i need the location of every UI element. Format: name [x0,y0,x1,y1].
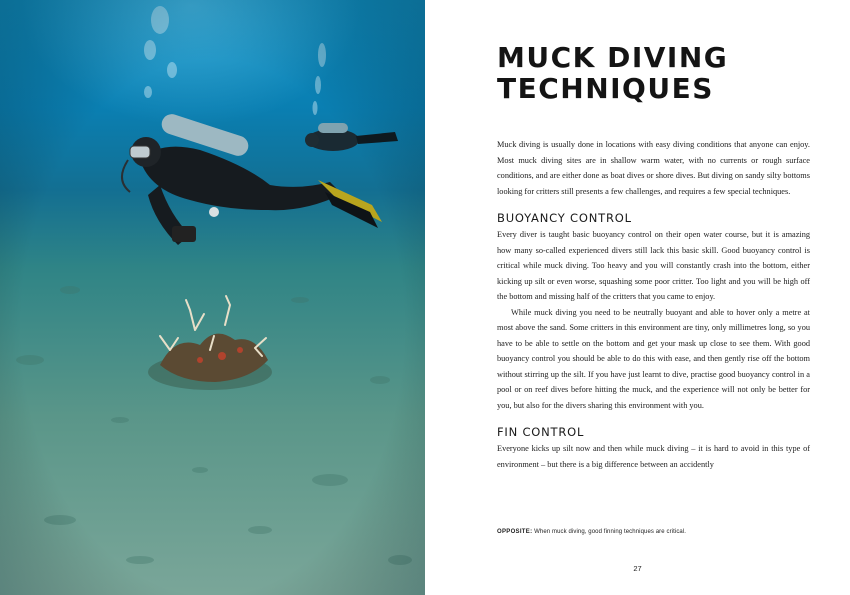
caption-label: OPPOSITE: [497,529,533,535]
title-line-1: MUCK DIVING [497,41,729,74]
caption-text: When muck diving, good finning techniques are critical. [532,529,687,535]
section-heading-buoyancy: BUOYANCY CONTROL [497,211,632,225]
page-number: 27 [633,564,642,573]
buoyancy-paragraph-1: Every diver is taught basic buoyancy control on their open water course, but it is amazing how many so-called experienced divers still lack this basic skill. Good buoyancy control is critical while muck diving. Too heavy and you will constantly crash into the bottom, either kicking up silt or even worse, squashing some poor critter. Too light and you will be high off the bottom and missing half of the critters that you came to enjoy. [497,230,810,301]
page-title [497,42,728,104]
body-text [497,137,810,472]
section-heading-fin-control: FIN CONTROL [497,425,585,439]
photo-caption [497,529,810,535]
title-line-2: TECHNIQUES [497,72,714,105]
buoyancy-paragraph-2: While muck diving you need to be neutrally buoyant and able to hover only a metre at most above the sand. Some critters in this environment are tiny, only millimetres long, so you have to be able to settle on the bottom and get your mask up close to see them. With good buoyancy control you should be able to do this with ease, and then gently rise off the bottom without stirring up the silt. If you have just learnt to dive, practise good buoyancy control in a pool or on reef dives before hitting the muck, and the experience will not only be better for you, but also for the divers sharing this environment with you. [497,307,810,410]
text-page [425,0,850,595]
fin-control-paragraph: Everyone kicks up silt now and then while muck diving – it is hard to avoid in this type of environment – but there is a big difference between an accidently [497,444,810,469]
intro-paragraph: Muck diving is usually done in locations with easy diving conditions that anyone can enjoy. Most muck diving sites are in shallow warm water, with no currents or rough surface conditions, and are either done as boat dives or shore dives. But diving on sandy silty bottoms looking for critters still presents a few challenges, and requires a few special techniques. [497,140,810,196]
